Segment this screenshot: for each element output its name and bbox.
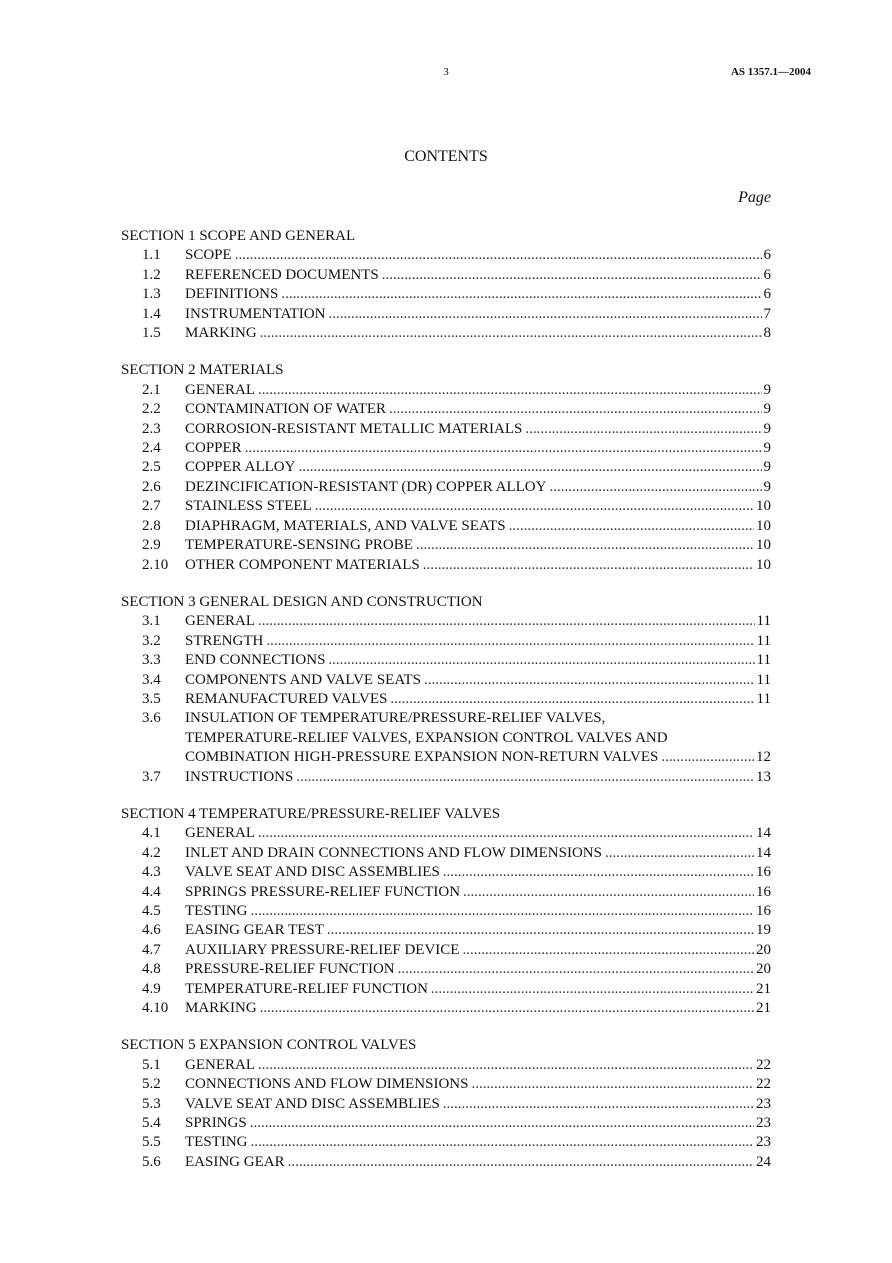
clause-title: TEMPERATURE-RELIEF VALVES, EXPANSION CONTROL VALVES AND bbox=[185, 729, 668, 746]
dot-leader bbox=[260, 999, 754, 1018]
clause-title: GENERAL bbox=[185, 1056, 255, 1073]
toc-entry bbox=[121, 497, 771, 516]
clause-title: GENERAL bbox=[185, 825, 255, 842]
clause-number: 4.6 bbox=[142, 922, 161, 939]
page-reference: 23 bbox=[756, 1115, 771, 1132]
toc-entry bbox=[121, 517, 771, 536]
clause-number: 4.5 bbox=[142, 903, 161, 919]
clause-number: 3.3 bbox=[142, 652, 161, 669]
toc-entry bbox=[121, 1133, 771, 1152]
toc-entry bbox=[121, 883, 771, 902]
clause-number: 4.8 bbox=[142, 961, 161, 978]
toc-entry bbox=[121, 1114, 771, 1133]
clause-title: DIAPHRAGM, MATERIALS, AND VALVE SEATS bbox=[185, 517, 506, 534]
dot-leader bbox=[424, 671, 755, 690]
clause-title: CORROSION-RESISTANT METALLIC MATERIALS bbox=[185, 420, 523, 437]
dot-leader bbox=[328, 651, 754, 670]
page-reference: 16 bbox=[756, 883, 771, 900]
dot-leader bbox=[235, 246, 762, 265]
clause-title: VALVE SEAT AND DISC ASSEMBLIES bbox=[185, 864, 440, 881]
toc-entry bbox=[121, 381, 771, 400]
toc-entry bbox=[121, 651, 771, 670]
dot-leader bbox=[258, 381, 762, 400]
toc-entry bbox=[121, 921, 771, 940]
dot-leader bbox=[298, 458, 761, 477]
clause-title: REFERENCED DOCUMENTS bbox=[185, 266, 379, 283]
toc-entry bbox=[121, 999, 771, 1018]
page-reference: 16 bbox=[756, 864, 771, 881]
clause-number: 2.8 bbox=[142, 517, 161, 534]
clause-title: VALVE SEAT AND DISC ASSEMBLIES bbox=[185, 1095, 440, 1112]
clause-number: 2.3 bbox=[142, 420, 161, 437]
toc-entry bbox=[121, 671, 771, 690]
clause-number: 1.2 bbox=[142, 266, 161, 283]
clause-title: AUXILIARY PRESSURE-RELIEF DEVICE bbox=[185, 941, 460, 958]
toc-entry bbox=[121, 266, 771, 285]
clause-number: 2.6 bbox=[142, 478, 161, 495]
dot-leader bbox=[245, 439, 762, 458]
clause-number: 5.6 bbox=[142, 1153, 161, 1170]
clause-title: SCOPE bbox=[185, 247, 232, 264]
toc-section bbox=[121, 805, 771, 1018]
clause-number: 3.7 bbox=[142, 768, 161, 785]
toc-entry bbox=[121, 285, 771, 304]
page-reference: 11 bbox=[756, 690, 771, 707]
standard-id: AS 1357.1—2004 bbox=[730, 66, 811, 78]
page-reference: 11 bbox=[756, 652, 771, 669]
clause-title: EASING GEAR bbox=[185, 1153, 285, 1170]
clause-number: 1.4 bbox=[142, 305, 161, 322]
clause-number: 4.4 bbox=[142, 883, 161, 900]
page-reference: 23 bbox=[756, 1134, 771, 1151]
page-reference: 7 bbox=[763, 305, 771, 322]
page-reference: 24 bbox=[756, 1153, 771, 1170]
page-reference: 8 bbox=[763, 325, 771, 342]
clause-number: 3.2 bbox=[142, 632, 161, 649]
clause-title: SPRINGS bbox=[185, 1115, 247, 1132]
section-heading: SECTION 3 GENERAL DESIGN AND CONSTRUCTION bbox=[121, 593, 483, 610]
clause-title: END CONNECTIONS bbox=[185, 652, 326, 669]
page-reference: 22 bbox=[756, 1076, 771, 1093]
dot-leader bbox=[462, 941, 754, 960]
contents-title: CONTENTS bbox=[404, 148, 488, 165]
clause-number: 5.1 bbox=[142, 1056, 161, 1073]
page-reference: 21 bbox=[756, 1000, 771, 1017]
toc-entry bbox=[121, 556, 771, 575]
clause-title: EASING GEAR TEST bbox=[185, 922, 324, 939]
toc-entry bbox=[121, 1075, 771, 1094]
dot-leader bbox=[296, 768, 754, 787]
clause-title: COPPER ALLOY bbox=[185, 459, 296, 476]
toc-entry bbox=[121, 709, 771, 767]
toc-entry bbox=[121, 536, 771, 555]
dot-leader bbox=[260, 324, 762, 343]
dot-leader bbox=[251, 1133, 755, 1152]
dot-leader bbox=[661, 748, 754, 767]
page-reference: 10 bbox=[756, 498, 771, 515]
table-of-contents bbox=[121, 227, 771, 1190]
dot-leader bbox=[443, 863, 754, 882]
toc-entry bbox=[121, 400, 771, 419]
clause-title: PRESSURE-RELIEF FUNCTION bbox=[185, 961, 395, 978]
toc-entry bbox=[121, 1095, 771, 1114]
clause-number: 3.5 bbox=[142, 690, 161, 707]
toc-entry bbox=[121, 324, 771, 343]
clause-number: 3.4 bbox=[142, 671, 161, 688]
page-reference: 9 bbox=[763, 381, 771, 398]
clause-number: 3.1 bbox=[142, 613, 161, 630]
toc-entry bbox=[121, 980, 771, 999]
clause-number: 2.7 bbox=[142, 498, 161, 515]
page-reference: 9 bbox=[763, 401, 771, 418]
clause-number: 3.6 bbox=[142, 710, 161, 727]
clause-number: 2.4 bbox=[142, 440, 161, 457]
clause-title: TESTING bbox=[185, 1134, 248, 1151]
clause-number: 4.3 bbox=[142, 864, 161, 881]
clause-title: INLET AND DRAIN CONNECTIONS AND FLOW DIMENSIONS bbox=[185, 844, 602, 861]
page-reference: 10 bbox=[756, 556, 771, 573]
toc-entry bbox=[121, 246, 771, 265]
dot-leader bbox=[605, 844, 754, 863]
clause-number: 4.9 bbox=[142, 980, 161, 997]
clause-title: STRENGTH bbox=[185, 632, 264, 649]
clause-title: TEMPERATURE-SENSING PROBE bbox=[185, 537, 413, 554]
dot-leader bbox=[549, 478, 761, 497]
dot-leader bbox=[416, 536, 754, 555]
page-reference: 10 bbox=[756, 517, 771, 534]
dot-leader bbox=[471, 1075, 754, 1094]
dot-leader bbox=[398, 960, 754, 979]
clause-number: 2.1 bbox=[142, 381, 161, 398]
toc-entry bbox=[121, 844, 771, 863]
clause-title: DEFINITIONS bbox=[185, 286, 279, 303]
section-heading: SECTION 1 SCOPE AND GENERAL bbox=[121, 228, 356, 244]
dot-leader bbox=[328, 305, 761, 324]
clause-number: 1.5 bbox=[142, 325, 161, 342]
clause-number: 2.9 bbox=[142, 537, 161, 554]
clause-number: 5.5 bbox=[142, 1134, 161, 1151]
page-reference: 21 bbox=[756, 980, 771, 997]
page-reference: 9 bbox=[763, 459, 771, 476]
toc-entry bbox=[121, 612, 771, 631]
page-reference: 16 bbox=[756, 903, 771, 919]
dot-leader bbox=[258, 824, 754, 843]
dot-leader bbox=[463, 883, 754, 902]
clause-number: 1.3 bbox=[142, 286, 161, 303]
toc-section bbox=[121, 593, 771, 787]
clause-title: MARKING bbox=[185, 1000, 257, 1017]
dot-leader bbox=[423, 556, 754, 575]
page-reference: 11 bbox=[756, 671, 771, 688]
toc-entry bbox=[121, 824, 771, 843]
section-heading: SECTION 4 TEMPERATURE/PRESSURE-RELIEF VALVES bbox=[121, 805, 501, 822]
dot-leader bbox=[443, 1095, 754, 1114]
dot-leader bbox=[266, 632, 754, 651]
clause-title: OTHER COMPONENT MATERIALS bbox=[185, 556, 420, 573]
clause-title: STAINLESS STEEL bbox=[185, 498, 312, 515]
toc-entry bbox=[121, 690, 771, 709]
clause-title: COPPER bbox=[185, 440, 242, 457]
clause-title: CONNECTIONS AND FLOW DIMENSIONS bbox=[185, 1076, 469, 1093]
dot-leader bbox=[258, 612, 755, 631]
dot-leader bbox=[382, 266, 762, 285]
clause-title: INSTRUMENTATION bbox=[185, 305, 326, 322]
clause-number: 4.10 bbox=[142, 1000, 169, 1017]
dot-leader bbox=[251, 902, 755, 921]
dot-leader bbox=[327, 921, 754, 940]
page-reference: 12 bbox=[756, 749, 771, 766]
dot-leader bbox=[390, 690, 754, 709]
clause-title: TEMPERATURE-RELIEF FUNCTION bbox=[185, 980, 428, 997]
clause-title: MARKING bbox=[185, 325, 257, 342]
page-reference: 19 bbox=[756, 922, 771, 939]
clause-title: COMPONENTS AND VALVE SEATS bbox=[185, 671, 422, 688]
dot-leader bbox=[258, 1056, 754, 1075]
toc-entry bbox=[121, 768, 771, 787]
toc-entry bbox=[121, 305, 771, 324]
page-reference: 14 bbox=[756, 825, 771, 842]
clause-number: 1.1 bbox=[142, 247, 161, 264]
clause-number: 5.4 bbox=[142, 1115, 161, 1132]
toc-entry bbox=[121, 863, 771, 882]
clause-title: COMBINATION HIGH-PRESSURE EXPANSION NON-RETURN VALVES bbox=[185, 749, 659, 766]
clause-number: 5.3 bbox=[142, 1095, 161, 1112]
dot-leader bbox=[431, 980, 754, 999]
page-reference: 6 bbox=[763, 286, 771, 303]
clause-title: GENERAL bbox=[185, 381, 255, 398]
page-reference: 23 bbox=[756, 1095, 771, 1112]
clause-title: INSULATION OF TEMPERATURE/PRESSURE-RELIEF VALVES, bbox=[185, 710, 606, 727]
dot-leader bbox=[250, 1114, 754, 1133]
toc-entry bbox=[121, 632, 771, 651]
clause-number: 5.2 bbox=[142, 1076, 161, 1093]
section-heading: SECTION 2 MATERIALS bbox=[121, 362, 284, 379]
page-reference: 13 bbox=[756, 768, 771, 785]
toc-section bbox=[121, 361, 771, 574]
page-reference: 22 bbox=[756, 1056, 771, 1073]
toc-section bbox=[121, 1036, 771, 1172]
clause-title: SPRINGS PRESSURE-RELIEF FUNCTION bbox=[185, 883, 461, 900]
dot-leader bbox=[315, 497, 754, 516]
toc-entry bbox=[121, 941, 771, 960]
toc-section bbox=[121, 227, 771, 343]
clause-title: CONTAMINATION OF WATER bbox=[185, 401, 387, 418]
page-number: 3 bbox=[443, 66, 449, 78]
clause-number: 2.5 bbox=[142, 459, 161, 476]
clause-title: TESTING bbox=[185, 903, 248, 919]
page-reference: 20 bbox=[756, 961, 771, 978]
dot-leader bbox=[281, 285, 761, 304]
toc-entry bbox=[121, 439, 771, 458]
page-reference: 11 bbox=[756, 632, 771, 649]
clause-title: INSTRUCTIONS bbox=[185, 768, 294, 785]
page-reference: 9 bbox=[763, 440, 771, 457]
clause-number: 4.2 bbox=[142, 844, 161, 861]
page-reference: 9 bbox=[763, 478, 771, 495]
clause-title: DEZINCIFICATION-RESISTANT (DR) COPPER ALLOY bbox=[185, 478, 547, 495]
page-reference: 6 bbox=[763, 247, 771, 264]
toc-entry bbox=[121, 960, 771, 979]
page-reference: 6 bbox=[763, 266, 771, 283]
section-heading: SECTION 5 EXPANSION CONTROL VALVES bbox=[121, 1037, 417, 1054]
dot-leader bbox=[288, 1153, 754, 1172]
clause-title: GENERAL bbox=[185, 613, 255, 630]
toc-entry bbox=[121, 1056, 771, 1075]
page-column-label: Page bbox=[738, 189, 771, 206]
page-reference: 11 bbox=[756, 613, 771, 630]
page-reference: 10 bbox=[756, 537, 771, 554]
dot-leader bbox=[389, 400, 761, 419]
page-reference: 20 bbox=[756, 941, 771, 958]
page-reference: 14 bbox=[756, 844, 771, 861]
clause-number: 4.1 bbox=[142, 825, 161, 842]
clause-title: REMANUFACTURED VALVES bbox=[185, 690, 388, 707]
toc-entry bbox=[121, 902, 771, 921]
toc-entry bbox=[121, 1153, 771, 1172]
page-reference: 9 bbox=[763, 420, 771, 437]
dot-leader bbox=[525, 420, 761, 439]
dot-leader bbox=[509, 517, 754, 536]
toc-entry bbox=[121, 458, 771, 477]
toc-entry bbox=[121, 478, 771, 497]
toc-entry bbox=[121, 420, 771, 439]
clause-number: 2.10 bbox=[142, 556, 169, 573]
clause-number: 4.7 bbox=[142, 941, 161, 958]
clause-number: 2.2 bbox=[142, 401, 161, 418]
